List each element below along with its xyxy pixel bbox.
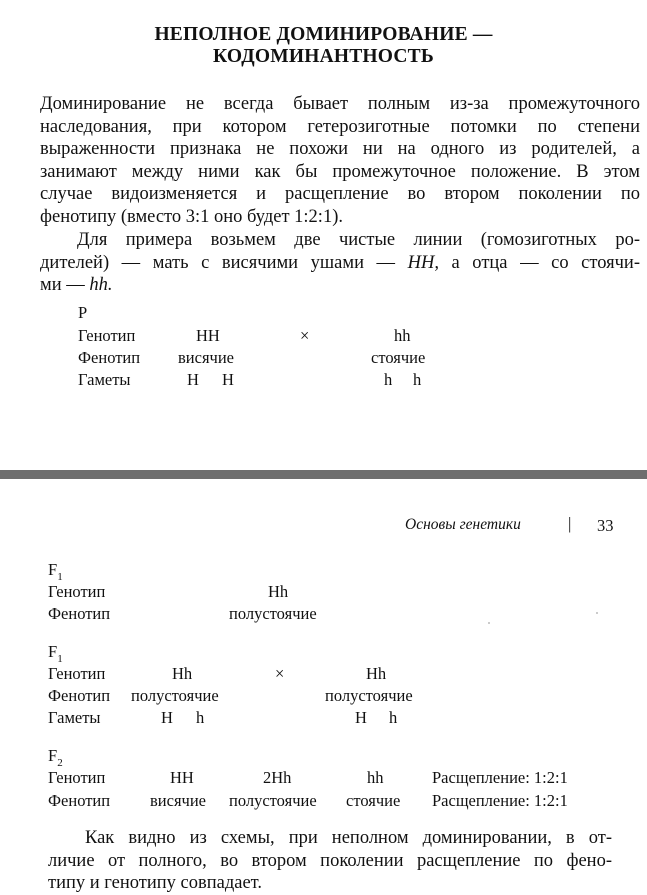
paragraph-conclusion [48, 827, 612, 895]
running-head: Основы генетики [405, 516, 521, 533]
f2-genotype: hh [367, 768, 384, 787]
left-phenotype: полустоячие [131, 686, 219, 705]
paragraph-intro [40, 93, 640, 229]
row-label-genotype: Генотип [78, 326, 136, 345]
split-ratio-phenotype: Расщепление: 1:2:1 [432, 791, 568, 810]
text-fragment: ми — [40, 275, 90, 296]
mother-genotype-inline: HH, [407, 252, 439, 273]
generation-label-f1-cross [48, 642, 63, 665]
generation-letter: F [48, 560, 58, 579]
row-label-genotype: Генотип [48, 768, 106, 787]
cross-sign: × [300, 326, 310, 345]
generation-index: 1 [57, 653, 63, 665]
f2-genotype: HH [170, 768, 194, 787]
page-number: 33 [597, 516, 614, 535]
split-ratio-genotype: Расщепление: 1:2:1 [432, 768, 568, 787]
text-line: случае видоизменяется и расщепление во втором поколении по [40, 184, 640, 205]
row-label-phenotype: Фенотип [78, 348, 141, 367]
f2-phenotype: полустоячие [229, 791, 317, 810]
parents-label: P [78, 303, 88, 322]
text-line: занимают между ними как бы промежуточное положение. В этом [40, 161, 640, 182]
text-line: наследования, при котором гетерозиготные потомки по степени [40, 116, 640, 137]
text-line: выраженности признака не похожи ни на одного из родителей, а [40, 139, 640, 160]
row-label-phenotype: Фенотип [48, 686, 111, 705]
mother-genotype: HH [196, 326, 220, 345]
text-line: личие от полного, во втором поколении расщепление по фено- [48, 850, 612, 871]
row-label-phenotype: Фенотип [48, 791, 111, 810]
text-fragment: дителей) — мать с висячими ушами — [40, 252, 408, 273]
text-line: Доминирование не всегда бывает полным из-за промежуточного [40, 94, 640, 114]
row-label-gametes: Гаметы [78, 370, 131, 389]
left-gamete: H [161, 708, 173, 727]
paragraph-example [40, 229, 640, 297]
generation-label-f2 [48, 746, 63, 769]
father-genotype: hh [394, 326, 411, 345]
f2-genotype: 2Hh [263, 768, 292, 787]
right-gamete: h [389, 708, 398, 727]
text-line: Как видно из схемы, при неполном доминировании, в от- [85, 828, 612, 848]
text-line [40, 274, 640, 297]
text-line [40, 252, 640, 275]
generation-label-f1 [48, 560, 63, 583]
text-line: Для примера возьмем две чистые линии (гомозиготных ро- [77, 230, 640, 250]
running-head-separator: | [568, 514, 572, 533]
f1-genotype: Hh [268, 582, 289, 601]
right-gamete: H [355, 708, 367, 727]
generation-index: 1 [57, 571, 63, 583]
text-line: типу и генотипу совпадает. [48, 873, 262, 894]
mother-phenotype: висячие [178, 348, 234, 367]
generation-index: 2 [57, 757, 63, 769]
text-fragment: а отца — со стоячи- [438, 252, 640, 273]
cross-sign: × [275, 664, 285, 683]
f2-phenotype: висячие [150, 791, 206, 810]
section-title-line-1: НЕПОЛНОЕ ДОМИНИРОВАНИЕ — [154, 24, 493, 45]
right-phenotype: полустоячие [325, 686, 413, 705]
scan-speck [488, 622, 490, 624]
row-label-gametes: Гаметы [48, 708, 101, 727]
row-label-genotype: Генотип [48, 664, 106, 683]
scan-speck [596, 612, 598, 614]
father-genotype-inline: hh. [89, 275, 113, 296]
father-gamete: h [413, 370, 422, 389]
row-label-phenotype: Фенотип [48, 604, 111, 623]
mother-gamete: H [187, 370, 199, 389]
f2-phenotype: стоячие [346, 791, 401, 810]
father-gamete: h [384, 370, 393, 389]
generation-letter: F [48, 642, 58, 661]
mother-gamete: H [222, 370, 234, 389]
section-title-line-2: КОДОМИНАНТНОСТЬ [213, 46, 434, 67]
generation-letter: F [48, 746, 58, 765]
left-gamete: h [196, 708, 205, 727]
row-label-genotype: Генотип [48, 582, 106, 601]
text-line: фенотипу (вместо 3:1 оно будет 1:2:1). [40, 206, 343, 227]
right-genotype: Hh [366, 664, 387, 683]
f1-phenotype: полустоячие [229, 604, 317, 623]
page-break-band [0, 470, 647, 479]
left-genotype: Hh [172, 664, 193, 683]
father-phenotype: стоячие [371, 348, 426, 367]
